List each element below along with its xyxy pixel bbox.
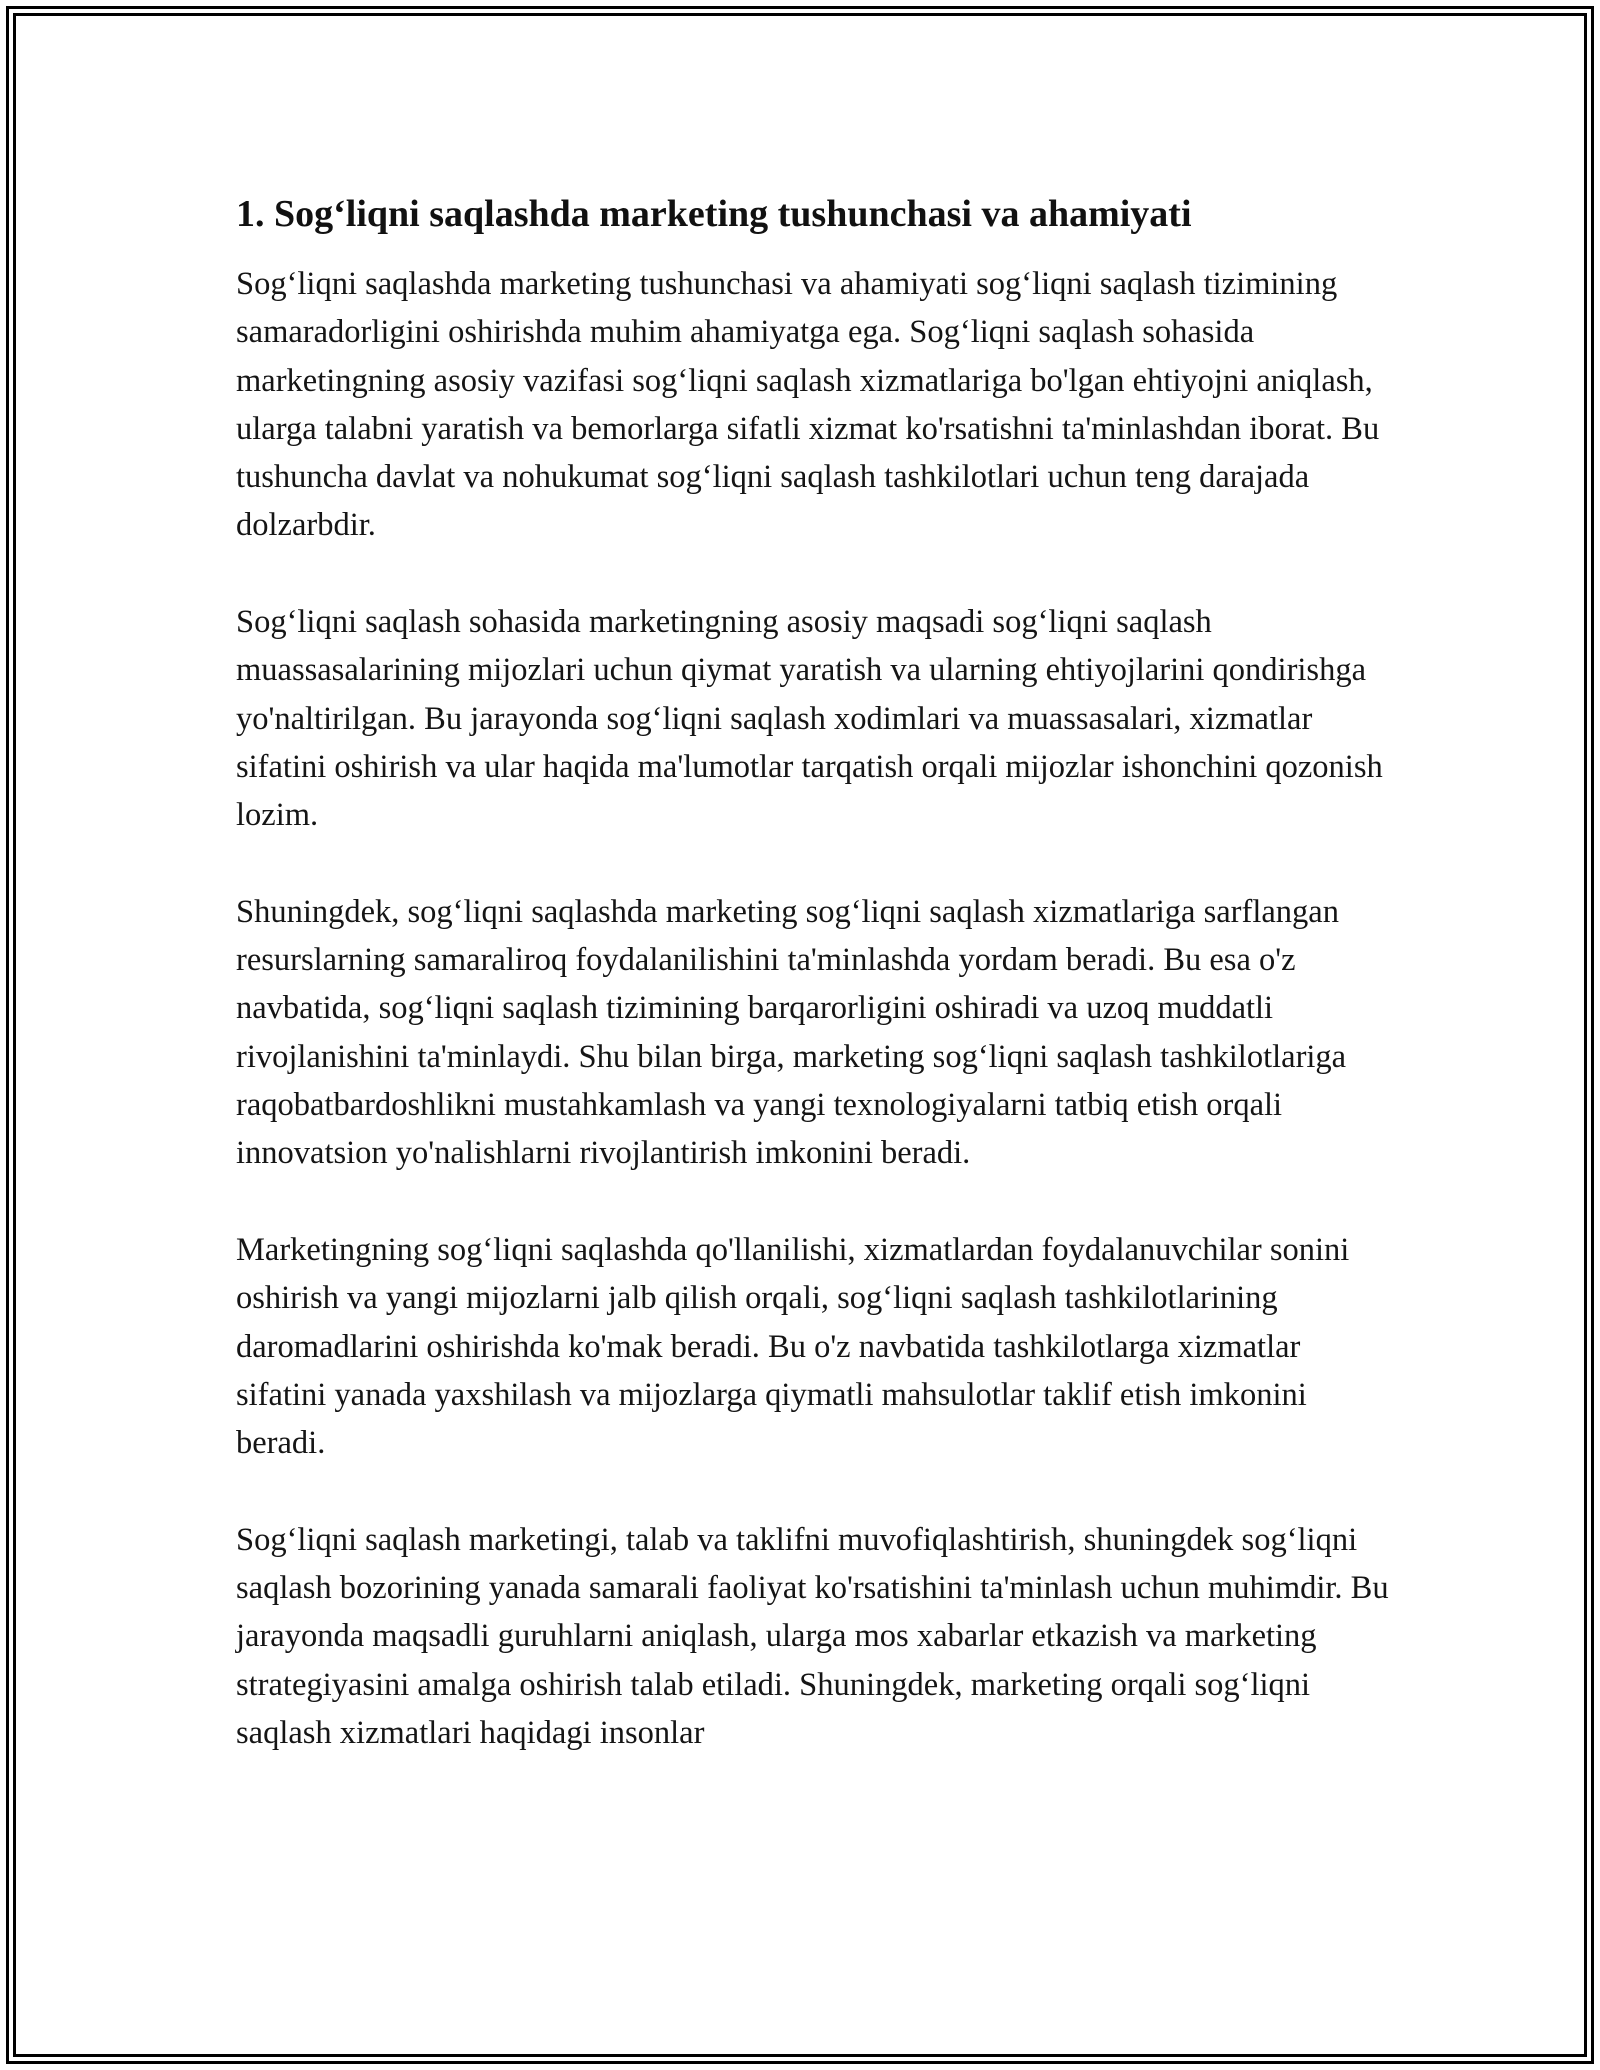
document-body	[236, 190, 1396, 1757]
section-heading: 1. Sog‘liqni saqlashda marketing tushunchasi va ahamiyati	[236, 193, 1192, 235]
paragraph-2: Sog‘liqni saqlash sohasida marketingning asosiy maqsadi sog‘liqni saqlash muassasalarining mijozlari uchun qiymat yaratish va ularning ehtiyojlarini qondirishga yo'naltirilgan. Bu jarayonda sog‘liqni saqlash xodimlari va muassasalari, xizmatlar sifatini oshirish va ular haqida ma'lumotlar tarqatish orqali mijozlar ishonchini qozonish lozim.	[236, 604, 1383, 834]
paragraph-4: Marketingning sog‘liqni saqlashda qo'llanilishi, xizmatlardan foydalanuvchilar sonini oshirish va yangi mijozlarni jalb qilish orqali, sog‘liqni saqlash tashkilotlarining daromadlarini oshirishda ko'mak beradi. Bu o'z navbatida tashkilotlarga xizmatlar sifatini yanada yaxshilash va mijozlarga qiymatli mahsulotlar taklif etish imkonini beradi.	[236, 1231, 1350, 1462]
paragraph-3: Shuningdek, sog‘liqni saqlashda marketing sog‘liqni saqlash xizmatlariga sarflangan resurslarning samaraliroq foydalanilishini ta'minlashda yordam beradi. Bu esa o'z navbatida, sog‘liqni saqlash tizimining barqarorligini oshiradi va uzoq muddatli rivojlanishini ta'minlaydi. Shu bilan birga, marketing sog‘liqni saqlash tashkilotlariga raqobatbardoshlikni mustahkamlash va yangi texnologiyalarni tatbiq etish orqali innovatsion yo'nalishlarni rivojlantirish imkonini beradi.	[236, 893, 1347, 1172]
paragraph-1: Sog‘liqni saqlashda marketing tushunchasi va ahamiyati sog‘liqni saqlash tizimining samaradorligini oshirishda muhim ahamiyatga ega. Sog‘liqni saqlash sohasida marketingning asosiy vazifasi sog‘liqni saqlash xizmatlariga bo'lgan ehtiyojni aniqlash, ularga talabni yaratish va bemorlarga sifatli xizmat ko'rsatishni ta'minlashdan iborat. Bu tushuncha davlat va nohukumat sog‘liqni saqlash tashkilotlari uchun teng darajada dolzarbdir.	[236, 266, 1380, 544]
paragraph-5: Sog‘liqni saqlash marketingi, talab va taklifni muvofiqlashtirish, shuningdek sog‘liqni saqlash bozorining yanada samarali faoliyat ko'rsatishini ta'minlash uchun muhimdir. Bu jarayonda maqsadli guruhlarni aniqlash, ularga mos xabarlar etkazish va marketing strategiyasini amalga oshirish talab etiladi. Shuningdek, marketing orqali sog‘liqni saqlash xizmatlari haqidagi insonlar	[236, 1521, 1389, 1751]
